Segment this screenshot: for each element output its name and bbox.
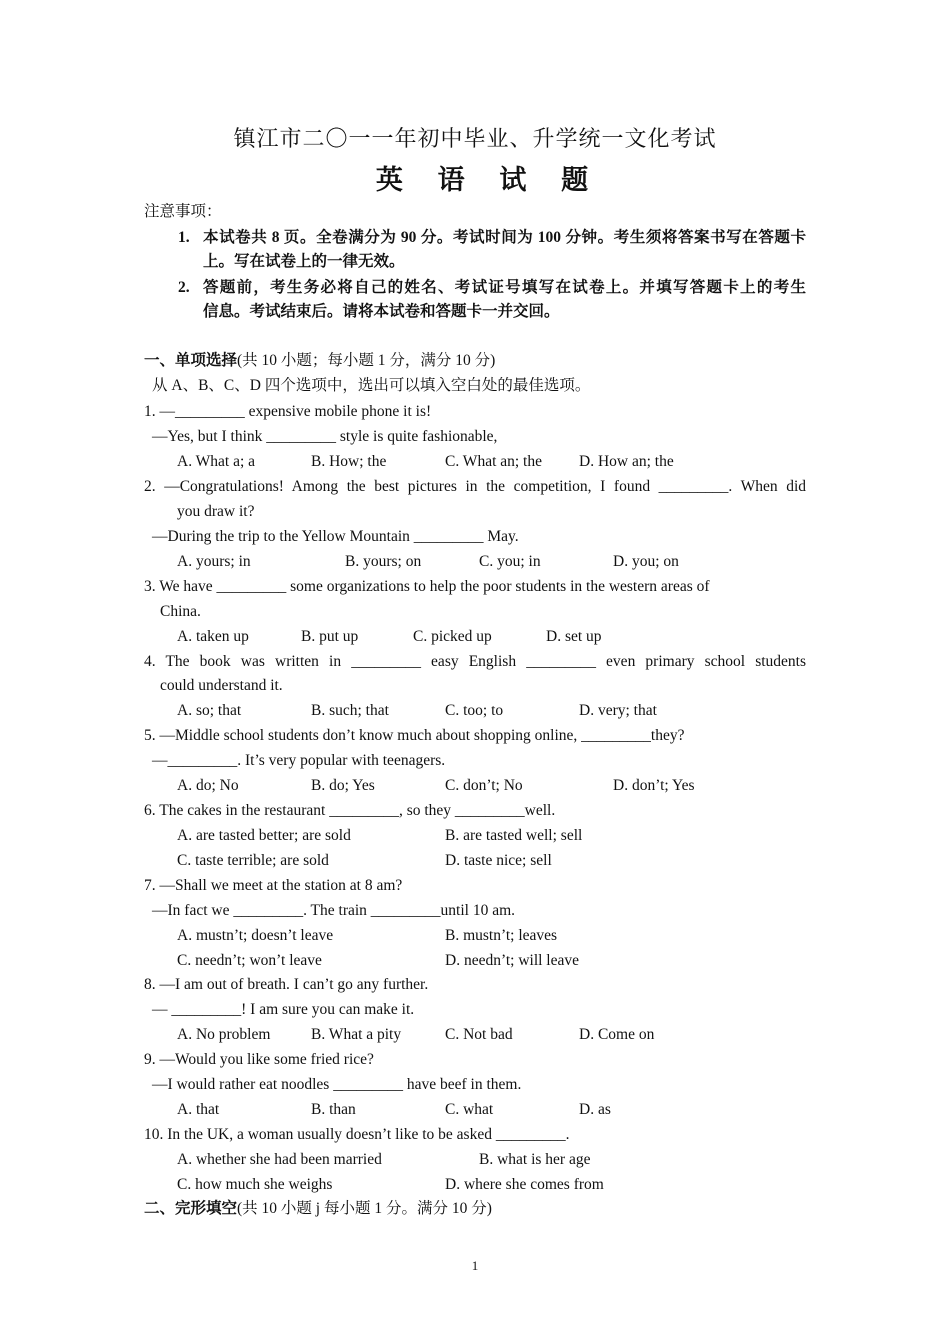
section-heading-note: (共 10 小题 j 每小题 1 分。满分 10 分) [237, 1200, 492, 1217]
option-a: A. mustn’t; doesn’t leave [177, 927, 334, 944]
option-c: C. too; to [445, 702, 504, 719]
option-a: A. that [177, 1101, 220, 1118]
option-d: D. where she comes from [445, 1176, 604, 1193]
question-stem: 7. —Shall we meet at the station at 8 am? [144, 877, 403, 894]
question-stem: 3. We have _________ some organizations to help the poor students in the western areas of [144, 578, 710, 595]
notice-label: 注意事项： [144, 203, 222, 220]
page-number: 1 [471, 1258, 479, 1273]
question-stem: 9. —Would you like some fried rice? [144, 1051, 374, 1068]
question-stem-continued: you draw it? [177, 503, 255, 520]
option-b: B. do; Yes [311, 777, 375, 794]
section-heading-title: 一、单项选择 [144, 352, 238, 369]
notice-item-number: 2. [178, 279, 190, 296]
question-stem: 1. —_________ expensive mobile phone it is! [144, 403, 432, 420]
question-stem: 5. —Middle school students don’t know much about shopping online, _________they? [144, 727, 685, 744]
option-d: D. needn’t; will leave [445, 952, 580, 969]
question-reply: —Yes, but I think _________ style is quite fashionable, [152, 428, 498, 445]
option-a: A. What a; a [177, 453, 256, 470]
section-heading [144, 1199, 492, 1219]
notice-item-text: 上。写在试卷上的一律无效。 [203, 253, 405, 270]
option-b: B. are tasted well; sell [445, 827, 583, 844]
option-c: C. don’t; No [445, 777, 523, 794]
option-d: D. as [579, 1101, 611, 1118]
notice-item-text: 本试卷共 8 页。全卷满分为 90 分。考试时间为 100 分钟。考生须将答案书写在答题卡 [203, 229, 806, 246]
section-heading-note: (共 10 小题；每小题 1 分，满分 10 分) [237, 352, 496, 369]
option-c: C. needn’t; won’t leave [177, 952, 322, 969]
option-d: D. Come on [579, 1026, 655, 1043]
option-a: A. yours; in [177, 553, 251, 570]
option-b: B. what is her age [479, 1151, 591, 1168]
section-instruction: 从 A、B、C、D 四个选项中，选出可以填入空白处的最佳选项。 [152, 377, 591, 394]
option-d: D. very; that [579, 702, 657, 719]
option-a: A. are tasted better; are sold [177, 827, 351, 844]
notice-item-text: 答题前，考生务必将自己的姓名、考试证号填写在试卷上。并填写答题卡上的考生 [203, 279, 806, 296]
notice-item-text: 信息。考试结束后。请将本试卷和答题卡一并交回。 [203, 303, 560, 320]
option-b: B. mustn’t; leaves [445, 927, 558, 944]
question-reply: —_________. It’s very popular with teenagers. [152, 752, 446, 769]
question-stem-continued: China. [160, 603, 201, 620]
section-heading-title: 二、完形填空 [144, 1200, 238, 1217]
question-stem: 4. The book was written in _________ easy English _________ even primary school students [144, 653, 806, 670]
option-b: B. yours; on [345, 553, 422, 570]
option-a: A. do; No [177, 777, 239, 794]
option-c: C. you; in [479, 553, 541, 570]
option-d: D. set up [546, 628, 602, 645]
option-d: D. you; on [613, 553, 679, 570]
option-c: C. how much she weighs [177, 1176, 333, 1193]
section-heading [144, 351, 495, 371]
option-d: D. How an; the [579, 453, 674, 470]
question-reply: — _________! I am sure you can make it. [152, 1001, 415, 1018]
option-b: B. put up [301, 628, 359, 645]
question-stem: 10. In the UK, a woman usually doesn’t like to be asked _________. [144, 1126, 570, 1143]
option-a: A. whether she had been married [177, 1151, 382, 1168]
exam-title: 镇江市二〇一一年初中毕业、升学统一文化考试 [233, 126, 717, 151]
question-reply: —During the trip to the Yellow Mountain _________ May. [152, 528, 519, 545]
option-b: B. How; the [311, 453, 387, 470]
question-stem: 8. —I am out of breath. I can’t go any further. [144, 976, 429, 993]
option-c: C. taste terrible; are sold [177, 852, 329, 869]
option-c: C. What an; the [445, 453, 542, 470]
option-b: B. such; that [311, 702, 389, 719]
question-reply: —I would rather eat noodles _________ have beef in them. [152, 1076, 522, 1093]
exam-subtitle: 英 语 试 题 [375, 165, 603, 195]
option-b: B. What a pity [311, 1026, 402, 1043]
option-d: D. taste nice; sell [445, 852, 552, 869]
question-stem-continued: could understand it. [160, 677, 283, 694]
question-stem: 2. —Congratulations! Among the best pictures in the competition, I found _________. When did [144, 478, 806, 495]
question-reply: —In fact we _________. The train _________until 10 am. [152, 902, 516, 919]
notice-item-number: 1. [178, 229, 190, 246]
option-d: D. don’t; Yes [613, 777, 695, 794]
option-a: A. so; that [177, 702, 242, 719]
option-b: B. than [311, 1101, 356, 1118]
option-c: C. Not bad [445, 1026, 513, 1043]
option-a: A. taken up [177, 628, 249, 645]
option-c: C. picked up [413, 628, 492, 645]
option-c: C. what [445, 1101, 494, 1118]
question-stem: 6. The cakes in the restaurant _________, so they _________well. [144, 802, 556, 819]
option-a: A. No problem [177, 1026, 271, 1043]
